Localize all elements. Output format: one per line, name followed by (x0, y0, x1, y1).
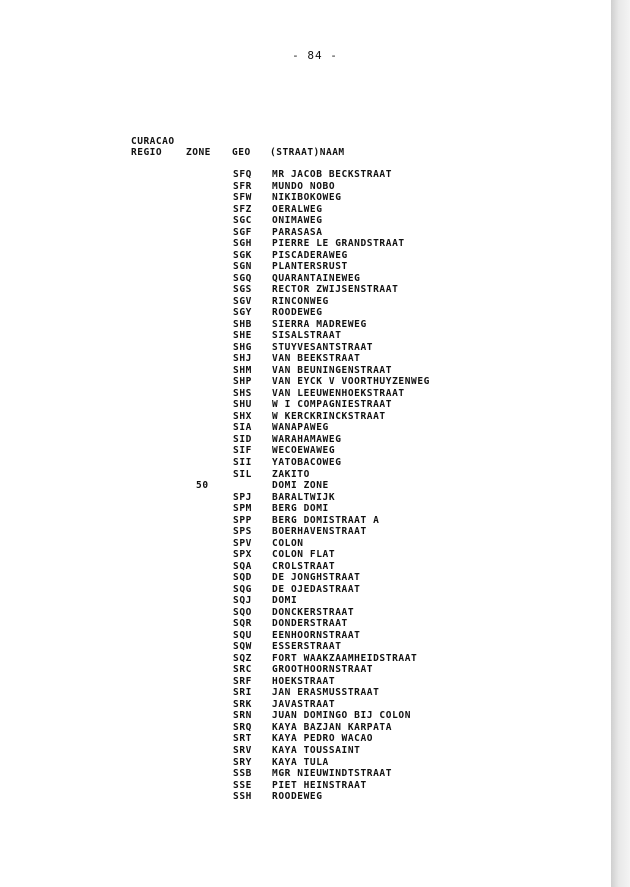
row-geo-code: SQU (233, 629, 252, 641)
row-geo-code: SRI (233, 687, 252, 699)
row-geo-code: SGS (233, 284, 252, 296)
row-geo-code: SQJ (233, 595, 252, 607)
row-geo-code: SRT (233, 733, 252, 745)
row-geo-code: SHM (233, 364, 252, 376)
row-street-name: YATOBACOWEG (272, 457, 342, 468)
row-geo-code: SFW (233, 192, 252, 204)
table-row (0, 503, 611, 514)
row-street-name: KAYA PEDRO WACAO (272, 733, 374, 745)
row-street-name: PIERRE LE GRANDSTRAAT (272, 238, 405, 250)
row-geo-code: SFQ (233, 169, 252, 180)
row-geo-code: SRY (233, 756, 252, 768)
row-street-name: CROLSTRAAT (272, 560, 336, 572)
table-row (0, 515, 611, 526)
table-row (0, 238, 611, 249)
row-street-name: PISCADERAWEG (272, 249, 348, 261)
row-street-name: BOERHAVENSTRAAT (272, 526, 367, 538)
table-row (0, 699, 611, 710)
row-geo-code: SII (233, 457, 252, 468)
table-row (0, 630, 611, 641)
row-geo-code: SPV (233, 537, 252, 549)
row-street-name: COLON (272, 537, 304, 549)
row-geo-code: SQZ (233, 652, 252, 664)
table-row (0, 641, 611, 652)
row-geo-code: SGV (233, 295, 252, 307)
row-street-name: W KERCKRINCKSTRAAT (272, 410, 386, 422)
row-street-name: ESSERSTRAAT (272, 641, 342, 653)
row-street-name: ROODEWEG (272, 307, 323, 319)
header-region-name: CURACAO (131, 136, 175, 147)
header-regio: REGIO (131, 147, 163, 158)
row-street-name: NIKIBOKOWEG (272, 192, 342, 204)
table-row (0, 192, 611, 203)
table-row (0, 169, 611, 180)
table-row (0, 780, 611, 791)
table-row (0, 722, 611, 733)
table-row (0, 607, 611, 618)
page-edge-shadow (611, 0, 630, 887)
row-street-name: DE OJEDASTRAAT (272, 583, 361, 595)
table-row (0, 791, 611, 802)
row-street-name: EENHOORNSTRAAT (272, 629, 361, 641)
row-street-name: PARASASA (272, 226, 323, 238)
row-street-name: BARALTWIJK (272, 491, 336, 503)
table-row (0, 215, 611, 226)
table-row (0, 526, 611, 537)
row-geo-code: SHE (233, 330, 252, 342)
table-row (0, 353, 611, 364)
row-street-name: VAN BEEKSTRAAT (272, 353, 361, 365)
table-row (0, 330, 611, 341)
table-row (0, 768, 611, 779)
row-street-name: ZAKITO (272, 468, 310, 480)
table-row (0, 296, 611, 307)
table-row (0, 492, 611, 503)
table-row (0, 399, 611, 410)
row-geo-code: SHJ (233, 353, 252, 365)
row-street-name: QUARANTAINEWEG (272, 272, 361, 284)
table-row (0, 710, 611, 721)
row-street-name: SIERRA MADREWEG (272, 318, 367, 330)
table-row (0, 595, 611, 606)
row-street-name: RECTOR ZWIJSENSTRAAT (272, 284, 399, 296)
row-geo-code: SPP (233, 514, 252, 526)
table-row (0, 664, 611, 675)
row-street-name: VAN EYCK V VOORTHUYZENWEG (272, 376, 430, 388)
row-street-name: COLON FLAT (272, 549, 336, 561)
row-geo-code: SQG (233, 583, 252, 595)
row-geo-code: SHS (233, 387, 252, 399)
table-row (0, 273, 611, 284)
table-row (0, 422, 611, 433)
table-row (0, 342, 611, 353)
row-street-name: HOEKSTRAAT (272, 675, 336, 687)
table-row (0, 457, 611, 468)
row-geo-code: SQW (233, 641, 252, 653)
row-geo-code: SHG (233, 341, 252, 353)
table-row (0, 572, 611, 583)
row-street-name: BERG DOMISTRAAT A (272, 514, 380, 526)
row-street-name: WANAPAWEG (272, 422, 329, 434)
row-street-name: MR JACOB BECKSTRAAT (272, 169, 393, 180)
row-street-name: VAN BEUNINGENSTRAAT (272, 364, 393, 376)
table-row (0, 411, 611, 422)
row-street-name: BERG DOMI (272, 503, 329, 515)
table-row (0, 745, 611, 756)
row-street-name: DOMI (272, 595, 298, 607)
row-geo-code: SQO (233, 606, 252, 618)
table-row (0, 181, 611, 192)
row-street-name: KAYA TULA (272, 756, 329, 768)
table-row (0, 676, 611, 687)
row-street-name: RINCONWEG (272, 295, 329, 307)
table-row (0, 618, 611, 629)
row-geo-code: SHU (233, 399, 252, 411)
row-geo-code: SGQ (233, 272, 252, 284)
row-geo-code: SGF (233, 226, 252, 238)
row-street-name: WARAHAMAWEG (272, 433, 342, 445)
row-street-name: MUNDO NOBO (272, 180, 336, 192)
row-street-name: ROODEWEG (272, 791, 323, 803)
row-street-name: DOMI ZONE (272, 480, 329, 492)
row-geo-code: SGH (233, 238, 252, 250)
row-geo-code: SQR (233, 618, 252, 630)
row-geo-code: SRQ (233, 721, 252, 733)
row-street-name: OERALWEG (272, 203, 323, 215)
table-row (0, 284, 611, 295)
header-zone: ZONE (186, 147, 211, 158)
row-geo-code: SQA (233, 560, 252, 572)
table-row (0, 434, 611, 445)
row-geo-code: SFR (233, 180, 252, 192)
table-row (0, 376, 611, 387)
row-geo-code: SIF (233, 445, 252, 457)
table-row (0, 227, 611, 238)
row-geo-code: SSE (233, 779, 252, 791)
table-row (0, 687, 611, 698)
table-row (0, 469, 611, 480)
row-zone: 50 (196, 480, 209, 492)
row-street-name: PIET HEINSTRAAT (272, 779, 367, 791)
row-geo-code: SGY (233, 307, 252, 319)
row-street-name: JAVASTRAAT (272, 698, 336, 710)
row-street-name: SISALSTRAAT (272, 330, 342, 342)
row-geo-code: SHB (233, 318, 252, 330)
table-row (0, 653, 611, 664)
table-row (0, 757, 611, 768)
row-geo-code: SGK (233, 249, 252, 261)
table-row (0, 549, 611, 560)
table-row (0, 733, 611, 744)
row-street-name: ONIMAWEG (272, 215, 323, 227)
row-geo-code: SID (233, 433, 252, 445)
row-geo-code: SIL (233, 468, 252, 480)
row-geo-code: SRC (233, 664, 252, 676)
row-geo-code: SPS (233, 526, 252, 538)
table-row (0, 480, 611, 491)
row-street-name: STUYVESANTSTRAAT (272, 341, 374, 353)
row-geo-code: SGC (233, 215, 252, 227)
header-geo: GEO (232, 147, 251, 158)
page-number: - 84 - (292, 49, 338, 62)
row-street-name: WECOEWAWEG (272, 445, 336, 457)
row-geo-code: SRV (233, 745, 252, 756)
row-street-name: FORT WAAKZAAMHEIDSTRAAT (272, 652, 418, 664)
table-row (0, 365, 611, 376)
table-row (0, 204, 611, 215)
row-street-name: JUAN DOMINGO BIJ COLON (272, 710, 412, 722)
row-geo-code: SSH (233, 791, 252, 803)
row-geo-code: SQD (233, 572, 252, 584)
table-row (0, 445, 611, 456)
row-street-name: MGR NIEUWINDTSTRAAT (272, 768, 393, 780)
row-geo-code: SSB (233, 768, 252, 780)
row-geo-code: SPJ (233, 491, 252, 503)
row-street-name: DONCKERSTRAAT (272, 606, 355, 618)
table-row (0, 250, 611, 261)
table-row (0, 261, 611, 272)
row-street-name: JAN ERASMUSSTRAAT (272, 687, 380, 699)
row-geo-code: SHP (233, 376, 252, 388)
row-geo-code: SHX (233, 410, 252, 422)
table-row (0, 319, 611, 330)
table-row (0, 561, 611, 572)
row-street-name: DE JONGHSTRAAT (272, 572, 361, 584)
row-street-name: KAYA TOUSSAINT (272, 745, 361, 756)
row-street-name: KAYA BAZJAN KARPATA (272, 721, 393, 733)
table-row (0, 538, 611, 549)
row-street-name: PLANTERSRUST (272, 261, 348, 273)
row-street-name: W I COMPAGNIESTRAAT (272, 399, 393, 411)
row-geo-code: SIA (233, 422, 252, 434)
row-geo-code: SPM (233, 503, 252, 515)
table-row (0, 307, 611, 318)
row-geo-code: SRF (233, 675, 252, 687)
row-street-name: GROOTHOORNSTRAAT (272, 664, 374, 676)
row-street-name: VAN LEEUWENHOEKSTRAAT (272, 387, 405, 399)
row-geo-code: SPX (233, 549, 252, 561)
row-street-name: DONDERSTRAAT (272, 618, 348, 630)
row-geo-code: SFZ (233, 203, 252, 215)
row-geo-code: SGN (233, 261, 252, 273)
table-row (0, 584, 611, 595)
row-geo-code: SRK (233, 698, 252, 710)
table-row (0, 388, 611, 399)
header-street-name: (STRAAT)NAAM (270, 147, 345, 158)
row-geo-code: SRN (233, 710, 252, 722)
